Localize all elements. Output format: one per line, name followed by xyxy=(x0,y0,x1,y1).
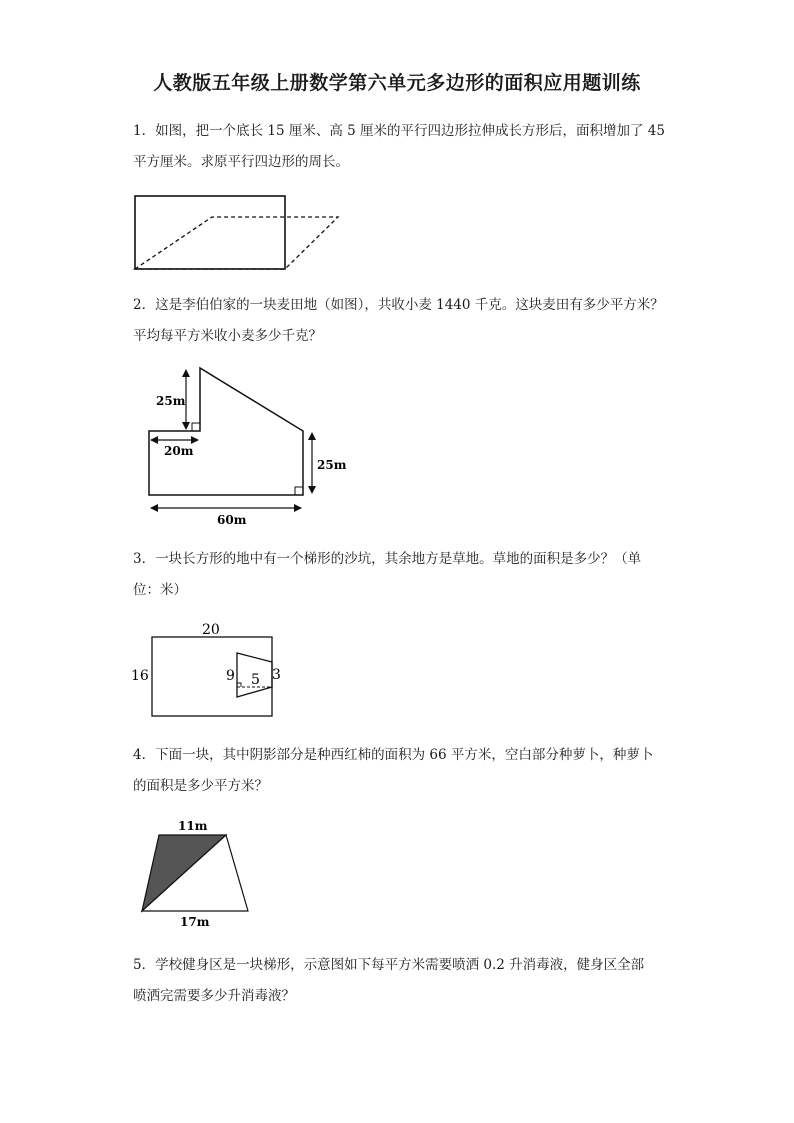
label-bottom-base: 17m xyxy=(180,915,210,929)
question-4 xyxy=(133,740,693,802)
question-5-line-2: 喷洒完需要多少升消毒液？ xyxy=(133,988,295,1004)
label-trapezoid-left: 9 xyxy=(226,668,235,684)
rectangle xyxy=(135,196,285,269)
label-top-height: 25m xyxy=(156,394,186,408)
question-3-line-2: 位：米） xyxy=(133,582,187,598)
question-4-line-1: 4．下面一块，其中阴影部分是种西红柿的面积为 66 平方米，空白部分种萝卜，种萝卜 xyxy=(133,747,654,763)
label-trapezoid-height: 5 xyxy=(251,672,260,688)
right-angle-mark-top xyxy=(192,423,200,431)
label-right-height: 25m xyxy=(317,458,347,472)
question-2 xyxy=(133,290,693,352)
question-1-line-1: 1．如图，把一个底长 15 厘米、高 5 厘米的平行四边形拉伸成长方形后，面积增加了 45 xyxy=(133,123,665,139)
figure-2-wheat-field xyxy=(140,360,360,530)
field-shape xyxy=(149,368,303,495)
label-bottom-width: 60m xyxy=(217,513,247,527)
label-height: 16 xyxy=(131,668,149,684)
question-3 xyxy=(133,544,693,606)
label-left-width: 20m xyxy=(164,444,194,458)
question-2-line-2: 平均每平方米收小麦多少千克？ xyxy=(133,328,322,344)
question-5-line-1: 5．学校健身区是一块梯形，示意图如下每平方米需要喷洒 0.2 升消毒液，健身区全部 xyxy=(133,957,645,973)
page-title: 人教版五年级上册数学第六单元多边形的面积应用题训练 xyxy=(153,72,641,94)
question-4-line-2: 的面积是多少平方米？ xyxy=(133,778,268,794)
question-1 xyxy=(133,116,693,178)
figure-1-rect-parallelogram xyxy=(130,190,350,275)
question-3-line-1: 3．一块长方形的地中有一个梯形的沙坑，其余地方是草地。草地的面积是多少？（单 xyxy=(133,551,642,567)
figure-3-field-with-sandpit xyxy=(128,618,288,722)
question-2-line-1: 2．这是李伯伯家的一块麦田地（如图），共收小麦 1440 千克。这块麦田有多少平方米？ xyxy=(133,297,664,313)
label-trapezoid-right: 3 xyxy=(272,667,281,683)
question-5 xyxy=(133,950,693,1012)
figure-4-tomato-radish-trapezoid xyxy=(130,815,260,930)
right-angle-mark-bottom xyxy=(295,487,303,495)
parallelogram-dashed xyxy=(135,217,338,269)
question-1-line-2: 平方厘米。求原平行四边形的周长。 xyxy=(133,154,349,170)
label-width: 20 xyxy=(202,622,220,638)
label-top-base: 11m xyxy=(178,819,208,833)
